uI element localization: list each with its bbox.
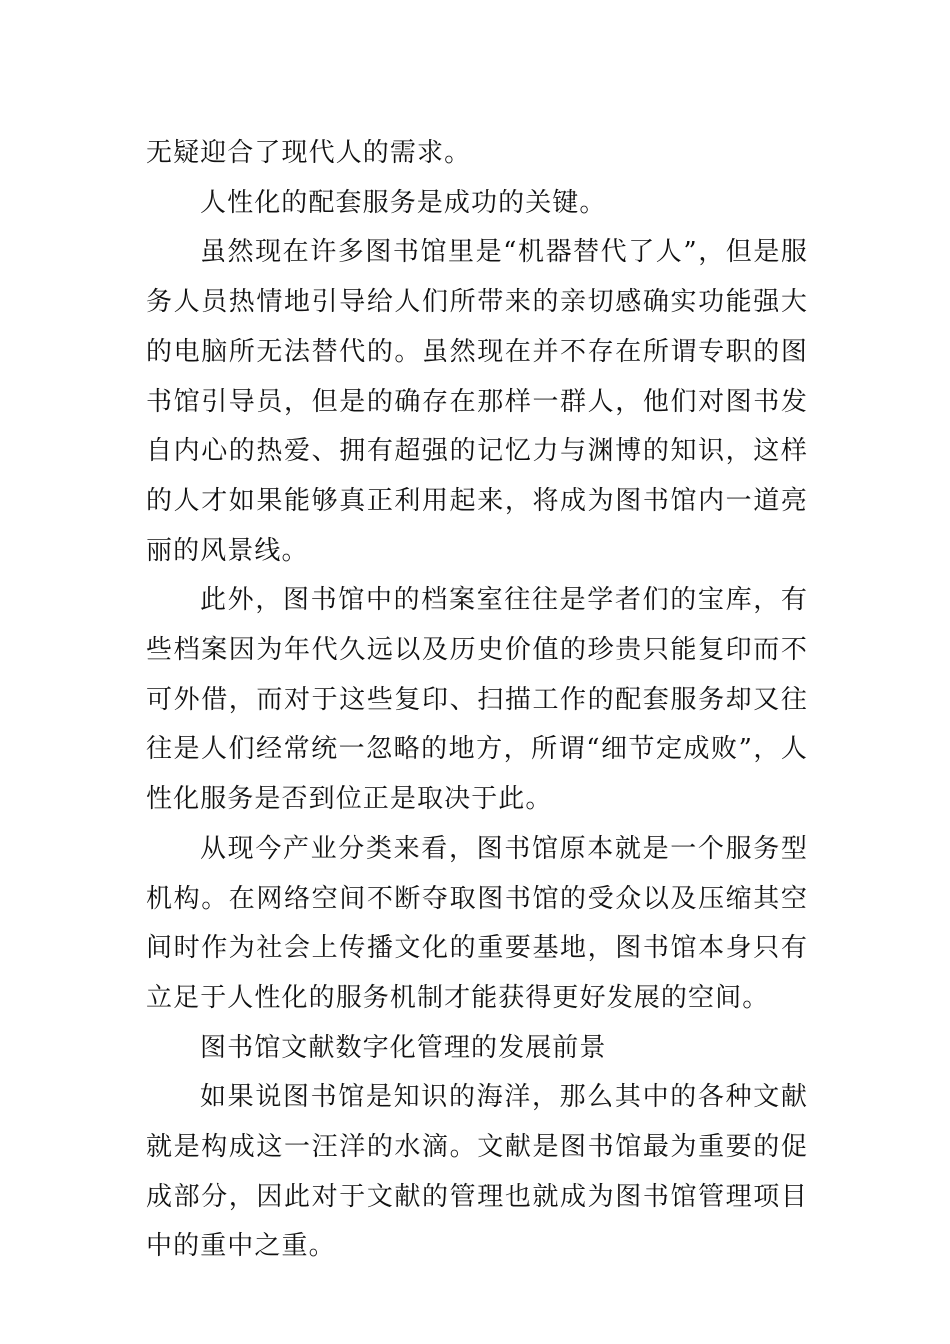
paragraph-service-staff: 虽然现在许多图书馆里是“机器替代了人”，但是服务人员热情地引导给人们所带来的亲切感确实功能强大的电脑所无法替代的。虽然现在并不存在所谓专职的图书馆引导员，但是的确存在那样一群人，他们对图书发自内心的热爱、拥有超强的记忆力与渊博的知识，这样的人才如果能够真正利用起来，将成为图书馆内一道亮丽的风景线。 xyxy=(146,237,808,566)
paragraph-archive-room: 此外，图书馆中的档案室往往是学者们的宝库，有些档案因为年代久远以及历史价值的珍贵只能复印而不可外借，而对于这些复印、扫描工作的配套服务却又往往是人们经常统一忽略的地方，所谓“细节定成败”，人性化服务是否到位正是取决于此。 xyxy=(146,585,808,815)
paragraph-literature-management: 如果说图书馆是知识的海洋，那么其中的各种文献就是构成这一汪洋的水滴。文献是图书馆最为重要的促成部分，因此对于文献的管理也就成为图书馆管理项目中的重中之重。 xyxy=(146,1082,808,1262)
paragraph-heading-digital-management: 图书馆文献数字化管理的发展前景 xyxy=(200,1032,607,1063)
paragraph-heading-humanized-service: 人性化的配套服务是成功的关键。 xyxy=(200,187,607,218)
paragraph-continuation: 无疑迎合了现代人的需求。 xyxy=(146,138,472,168)
document-body xyxy=(146,129,808,1272)
paragraph-service-institution: 从现今产业分类来看，图书馆原本就是一个服务型机构。在网络空间不断夺取图书馆的受众以及压缩其空间时作为社会上传播文化的重要基地，图书馆本身只有立足于人性化的服务机制才能获得更好发展的空间。 xyxy=(146,833,808,1013)
